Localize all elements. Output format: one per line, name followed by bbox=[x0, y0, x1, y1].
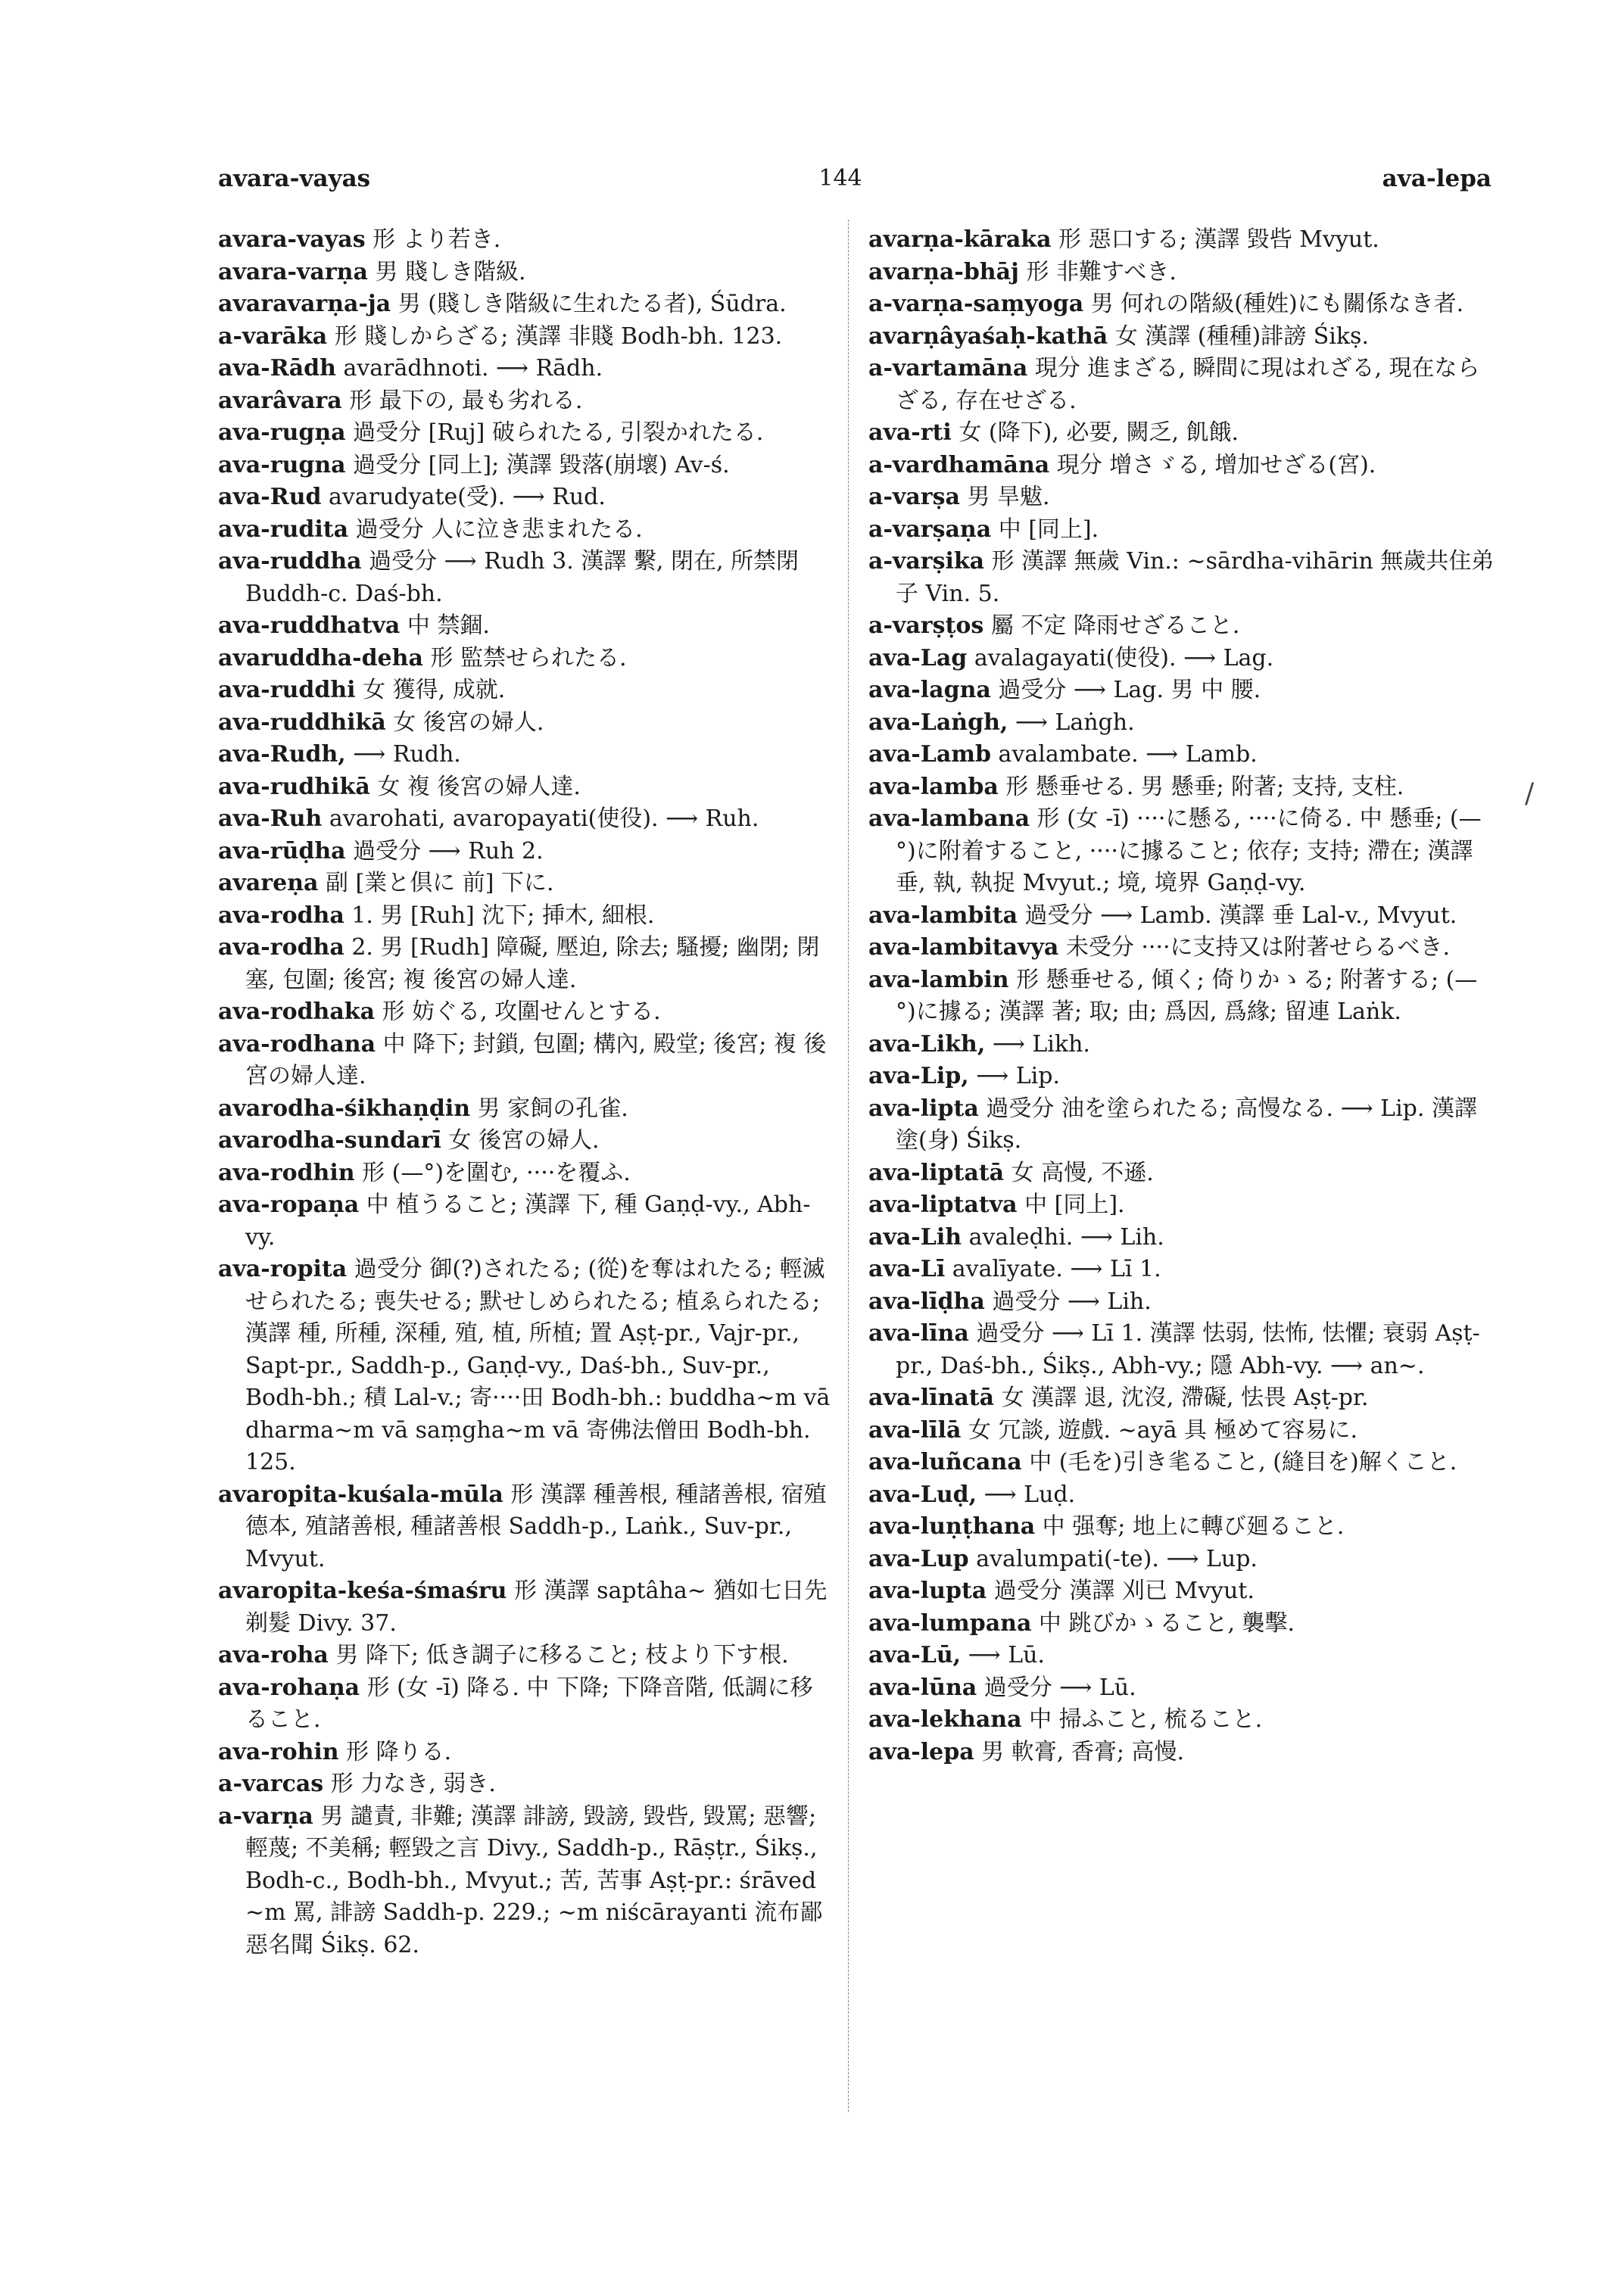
entry-definition: ⟶ Lū. bbox=[961, 1642, 1045, 1668]
entry-headword: avarṇâyaśaḥ-kathā bbox=[868, 322, 1108, 350]
entry-definition: 過受分 ⟶ Ruh 2. bbox=[345, 837, 544, 865]
entry-headword: ava-ruddha bbox=[218, 548, 362, 575]
entry-headword: avara-vayas bbox=[218, 226, 366, 253]
dictionary-entry bbox=[218, 1640, 835, 1672]
entry-headword: ava-rohin bbox=[218, 1738, 339, 1765]
entry-headword: ava-Lup bbox=[868, 1545, 969, 1572]
entry-headword: ava-ruddhi bbox=[218, 677, 356, 703]
entry-headword: avara-varṇa bbox=[218, 258, 368, 285]
dictionary-entry bbox=[868, 964, 1497, 1029]
entry-definition: 女 獲得, 成就. bbox=[355, 677, 506, 703]
dictionary-entry bbox=[218, 1801, 835, 1962]
entry-headword: avaropita-keśa-śmaśru bbox=[218, 1578, 507, 1604]
dictionary-entry bbox=[868, 1286, 1497, 1319]
entry-headword: ava-rudhikā bbox=[218, 773, 370, 800]
entry-headword: ava-Lī bbox=[868, 1256, 946, 1282]
dictionary-entry bbox=[868, 675, 1497, 707]
entry-headword: ava-līnatā bbox=[868, 1385, 995, 1411]
entry-headword: ava-lambin bbox=[868, 966, 1009, 993]
dictionary-entry bbox=[868, 257, 1497, 289]
entry-headword: a-varṣaṇa bbox=[868, 516, 992, 543]
entry-headword: ava-līna bbox=[868, 1320, 969, 1347]
entry-definition: 男 賤しき階級. bbox=[367, 258, 526, 285]
entry-headword: ava-lamba bbox=[868, 773, 999, 800]
dictionary-entry bbox=[868, 1672, 1497, 1705]
dictionary-entry bbox=[868, 1061, 1497, 1093]
entry-headword: ava-liptatā bbox=[868, 1159, 1005, 1186]
dictionary-entry bbox=[868, 1222, 1497, 1254]
entry-definition: 形 (女 -ī) ····に懸る, ····に倚る. 中 懸垂; (—°)に附着すること, ····に據ること; 依存; 支持; 滯在; 漢譯 垂, 執, 執捉 Mvyut.; 境, 境界 Gaṇḍ-vy. bbox=[896, 805, 1482, 896]
entry-definition: 男 降下; 低き調子に移ること; 枝より下す根. bbox=[328, 1642, 789, 1668]
entry-headword: ava-Rud bbox=[218, 484, 322, 510]
dictionary-entry bbox=[868, 1479, 1497, 1512]
dictionary-entry bbox=[868, 546, 1497, 610]
entry-definition: 女 (降下), 必要, 闕乏, 飢餓. bbox=[951, 419, 1239, 446]
entry-definition: 形 降りる. bbox=[338, 1738, 452, 1765]
dictionary-entry bbox=[868, 450, 1497, 482]
entry-definition: avarudyate(受). ⟶ Rud. bbox=[321, 484, 606, 510]
dictionary-entry bbox=[218, 1672, 835, 1737]
entry-headword: ava-lagna bbox=[868, 677, 991, 703]
dictionary-entry bbox=[868, 481, 1497, 514]
dictionary-entry bbox=[218, 1093, 835, 1126]
entry-headword: avareṇa bbox=[218, 870, 319, 896]
dictionary-entry bbox=[868, 1382, 1497, 1415]
entry-definition: 女 後宮の婦人. bbox=[441, 1127, 600, 1154]
entry-definition: ⟶ Likh. bbox=[985, 1030, 1090, 1058]
entry-headword: ava-rodha bbox=[218, 934, 344, 961]
entry-definition: 形 非難すべき. bbox=[1018, 258, 1177, 285]
entry-headword: ava-liptatva bbox=[868, 1192, 1018, 1218]
entry-headword: ava-roha bbox=[218, 1642, 329, 1668]
entry-definition: 過受分 ⟶ Lag. 男 中 腰. bbox=[990, 677, 1261, 703]
entry-definition: 男 家飼の孔雀. bbox=[470, 1095, 628, 1122]
entry-headword: ava-lambitavya bbox=[868, 934, 1059, 961]
entry-headword: ava-rugna bbox=[218, 451, 346, 478]
dictionary-entry bbox=[218, 546, 835, 610]
entry-headword: ava-Luḍ, bbox=[868, 1481, 977, 1508]
dictionary-entry bbox=[218, 514, 835, 547]
entry-definition: 形 監禁せられたる. bbox=[422, 644, 627, 671]
dictionary-entry bbox=[868, 610, 1497, 643]
entry-definition: 形 懸垂せる, 傾く; 倚りかゝる; 附著する; (—°)に據る; 漢譯 著; 取; 由; 爲因, 爲緣; 留連 Laṅk. bbox=[896, 966, 1478, 1025]
dictionary-entry bbox=[218, 803, 835, 836]
dictionary-entry bbox=[218, 385, 835, 418]
entry-headword: ava-Lamb bbox=[868, 741, 992, 768]
dictionary-entry bbox=[218, 321, 835, 354]
entry-headword: ava-lipta bbox=[868, 1095, 979, 1122]
dictionary-entry bbox=[868, 932, 1497, 964]
entry-definition: avalagayati(使役). ⟶ Lag. bbox=[967, 644, 1274, 671]
dictionary-entry bbox=[868, 1093, 1497, 1157]
running-header-left: avara-vayas bbox=[218, 165, 371, 192]
entry-definition: 屬 不定 降雨せざること. bbox=[983, 612, 1240, 639]
entry-definition: avarādhnoti. ⟶ Rādh. bbox=[335, 355, 603, 382]
entry-headword: ava-Rādh bbox=[218, 355, 336, 382]
dictionary-entry bbox=[218, 353, 835, 385]
dictionary-entry bbox=[868, 1608, 1497, 1640]
entry-headword: a-varāka bbox=[218, 322, 328, 350]
entry-definition: 女 複 後宮の婦人達. bbox=[369, 773, 581, 800]
entry-definition: 過受分 漢譯 刈已 Mvyut. bbox=[987, 1578, 1255, 1604]
entry-headword: avarodha-sundarī bbox=[218, 1127, 441, 1154]
dictionary-entry bbox=[868, 1415, 1497, 1447]
entry-definition: 過受分 御(?)されたる; (從)を奪はれたる; 輕滅せられたる; 喪失せる; 默せしめられたる; 植ゑられたる; 漢譯 種, 所種, 深種, 殖, 植, 所植; 置 Aṣṭ-pr., Vajr-pr., Sapt-pr., Saddh-p., Gaṇḍ-vy., Daś-bh., Suv-pr., Bodh-bh.; 積 Lal-v.; 寄····田 Bodh-bh.: buddha∼m vā dharma∼m vā saṃgha∼m vā 寄佛法僧田 Bodh-bh. 125. bbox=[245, 1256, 831, 1475]
entry-definition: 形 力なき, 弱き. bbox=[323, 1771, 496, 1797]
dictionary-entry bbox=[868, 1189, 1497, 1222]
entry-definition: 形 より若き. bbox=[365, 226, 501, 253]
column-divider bbox=[848, 220, 849, 2112]
entry-headword: ava-Lip, bbox=[868, 1063, 969, 1089]
entry-definition: 1. 男 [Ruh] 沈下; 挿木, 細根. bbox=[344, 902, 655, 929]
left-column bbox=[218, 224, 835, 1961]
entry-definition: avalambate. ⟶ Lamb. bbox=[991, 741, 1258, 768]
entry-definition: 過受分 ⟶ Lih. bbox=[984, 1288, 1152, 1315]
entry-headword: ava-lupta bbox=[868, 1578, 987, 1604]
entry-headword: ava-ropaṇa bbox=[218, 1192, 360, 1218]
entry-headword: ava-Ruh bbox=[218, 805, 323, 832]
entry-definition: 男 (賤しき階級に生れたる者), Śūdra. bbox=[391, 291, 787, 317]
entry-definition: 過受分 ⟶ Lū. bbox=[977, 1674, 1136, 1701]
entry-definition: 形 漢譯 saptâha∼ 猶如七日先剃髮 Divy. 37. bbox=[245, 1578, 828, 1637]
margin-pencil-mark: / bbox=[1525, 778, 1535, 809]
entry-definition: 現分 進まざる, 瞬間に現はれざる, 現在ならざる, 存在せざる. bbox=[896, 355, 1480, 414]
entry-definition: avaleḍhi. ⟶ Lih. bbox=[962, 1223, 1164, 1251]
entry-headword: ava-luṇṭhana bbox=[868, 1513, 1036, 1540]
dictionary-entry bbox=[868, 1318, 1497, 1382]
entry-definition: 過受分 [Ruj] 破られたる, 引裂かれたる. bbox=[345, 419, 764, 446]
entry-headword: ava-līlā bbox=[868, 1416, 962, 1444]
entry-definition: 女 漢譯 退, 沈沒, 滯礙, 怯畏 Aṣṭ-pr. bbox=[994, 1385, 1369, 1411]
dictionary-entry bbox=[218, 707, 835, 740]
entry-headword: avarṇa-kāraka bbox=[868, 226, 1052, 253]
dictionary-entry bbox=[218, 1768, 835, 1801]
dictionary-entry bbox=[218, 610, 835, 643]
dictionary-entry bbox=[868, 1029, 1497, 1061]
entry-definition: 形 漢譯 種善根, 種諸善根, 宿殖德本, 殖諸善根, 種諸善根 Saddh-p., Laṅk., Suv-pr., Mvyut. bbox=[245, 1481, 827, 1572]
entry-headword: ava-rohaṇa bbox=[218, 1674, 360, 1701]
dictionary-entry bbox=[218, 417, 835, 450]
dictionary-entry bbox=[218, 288, 835, 321]
entry-definition: 過受分 油を塗られたる; 高慢なる. ⟶ Lip. 漢譯 塗(身) Śikṣ. bbox=[896, 1095, 1477, 1154]
entry-definition: 女 後宮の婦人. bbox=[385, 709, 544, 736]
entry-definition: 形 最下の, 最も劣れる. bbox=[341, 387, 583, 414]
dictionary-entry bbox=[218, 836, 835, 868]
entry-headword: ava-lekhana bbox=[868, 1706, 1022, 1733]
entry-headword: ava-ruddhatva bbox=[218, 612, 401, 639]
entry-definition: 中 跳びかゝること, 襲擊. bbox=[1031, 1609, 1295, 1637]
entry-definition: 男 何れの階級(種姓)にも關係なき者. bbox=[1083, 291, 1464, 317]
entry-headword: a-varcas bbox=[218, 1771, 324, 1797]
entry-definition: 中 禁錮. bbox=[400, 612, 490, 639]
entry-headword: ava-lumpana bbox=[868, 1609, 1032, 1637]
entry-headword: ava-rodhaka bbox=[218, 999, 376, 1025]
entry-headword: ava-rūḍha bbox=[218, 837, 346, 865]
dictionary-entry bbox=[218, 868, 835, 900]
entry-definition: 中 [同上]. bbox=[991, 516, 1099, 543]
dictionary-entry bbox=[868, 321, 1497, 354]
dictionary-entry bbox=[868, 707, 1497, 740]
entry-headword: ava-Rudh, bbox=[218, 741, 346, 768]
dictionary-entry bbox=[868, 1737, 1497, 1769]
entry-headword: ava-rodha bbox=[218, 902, 344, 929]
entry-definition: 女 漢譯 (種種)誹謗 Śikṣ. bbox=[1108, 322, 1369, 350]
entry-definition: 中 降下; 封鎖, 包圍; 構內, 殿堂; 後宮; 複 後宮の婦人達. bbox=[245, 1030, 827, 1089]
entry-headword: ava-rudita bbox=[218, 516, 349, 543]
dictionary-entry bbox=[218, 224, 835, 257]
dictionary-entry bbox=[868, 1640, 1497, 1672]
dictionary-entry bbox=[868, 514, 1497, 547]
entry-definition: 形 (—°)を圍む, ····を覆ふ. bbox=[354, 1159, 631, 1186]
dictionary-entry bbox=[868, 1704, 1497, 1737]
right-column bbox=[868, 224, 1497, 1768]
entry-headword: a-varṇa bbox=[218, 1802, 313, 1830]
entry-headword: ava-ropita bbox=[218, 1256, 348, 1282]
entry-definition: avarohati, avaropayati(使役). ⟶ Ruh. bbox=[322, 805, 759, 832]
dictionary-entry bbox=[218, 481, 835, 514]
entry-definition: 中 植うること; 漢譯 下, 種 Gaṇḍ-vy., Abh-vy. bbox=[245, 1192, 811, 1251]
entry-definition: 過受分 ⟶ Rudh 3. 漢譯 繫, 閉在, 所禁閉 Buddh-c. Daś-bh. bbox=[245, 548, 800, 607]
dictionary-entry bbox=[868, 1511, 1497, 1544]
dictionary-entry bbox=[218, 1157, 835, 1190]
dictionary-entry bbox=[868, 1447, 1497, 1479]
entry-headword: ava-rti bbox=[868, 419, 952, 446]
entry-definition: ⟶ Luḍ. bbox=[977, 1481, 1076, 1508]
dictionary-entry bbox=[868, 288, 1497, 321]
entry-headword: ava-lambana bbox=[868, 805, 1030, 832]
entry-definition: 形 (女 -ī) 降る. 中 下降; 下降音階, 低調に移ること. bbox=[245, 1674, 813, 1733]
entry-definition: 中 强奪; 地上に轉び廻ること. bbox=[1035, 1513, 1345, 1540]
entry-headword: avaropita-kuśala-mūla bbox=[218, 1481, 503, 1508]
dictionary-entry bbox=[868, 224, 1497, 257]
dictionary-entry bbox=[218, 932, 835, 996]
entry-headword: a-vardhamāna bbox=[868, 451, 1050, 478]
entry-definition: 現分 增さゞる, 增加せざる(宮). bbox=[1049, 451, 1376, 478]
entry-headword: ava-ruddhikā bbox=[218, 709, 386, 736]
entry-headword: ava-Lag bbox=[868, 644, 968, 671]
dictionary-entry bbox=[218, 643, 835, 675]
entry-definition: 過受分 ⟶ Lamb. 漢譯 垂 Lal-v., Mvyut. bbox=[1018, 902, 1457, 929]
dictionary-entry bbox=[868, 417, 1497, 450]
running-header-right: ava-lepa bbox=[1382, 165, 1492, 192]
entry-headword: ava-līḍha bbox=[868, 1288, 985, 1315]
entry-definition: 過受分 人に泣き悲まれたる. bbox=[348, 516, 643, 543]
entry-headword: ava-lūna bbox=[868, 1674, 977, 1701]
entry-definition: avalumpati(-te). ⟶ Lup. bbox=[968, 1545, 1258, 1572]
entry-definition: 過受分 [同上]; 漢譯 毀落(崩壞) Av-ś. bbox=[345, 451, 730, 478]
entry-headword: ava-rodhana bbox=[218, 1030, 376, 1058]
entry-definition: 2. 男 [Rudh] 障礙, 壓迫, 除去; 騷擾; 幽閉; 閉塞, 包圍; 後宮; 複 後宮の婦人達. bbox=[245, 934, 820, 993]
entry-headword: ava-rodhin bbox=[218, 1159, 355, 1186]
dictionary-entry bbox=[868, 353, 1497, 417]
dictionary-entry bbox=[218, 1029, 835, 1093]
entry-headword: avarâvara bbox=[218, 387, 342, 414]
dictionary-entry bbox=[868, 1157, 1497, 1190]
dictionary-entry bbox=[868, 1575, 1497, 1608]
dictionary-entry bbox=[218, 771, 835, 804]
entry-headword: a-varṇa-saṃyoga bbox=[868, 291, 1084, 317]
entry-definition: 形 賤しからざる; 漢譯 非賤 Bodh-bh. 123. bbox=[327, 322, 783, 350]
entry-headword: a-vartamāna bbox=[868, 355, 1028, 382]
dictionary-entry bbox=[868, 1544, 1497, 1576]
entry-definition: 男 旱魃. bbox=[959, 484, 1050, 510]
entry-headword: a-varṣa bbox=[868, 484, 960, 510]
dictionary-entry bbox=[218, 1479, 835, 1576]
dictionary-entry bbox=[218, 257, 835, 289]
dictionary-entry bbox=[868, 771, 1497, 804]
entry-definition: 女 高慢, 不遜. bbox=[1004, 1159, 1154, 1186]
dictionary-entry bbox=[218, 1737, 835, 1769]
entry-definition: 形 漢譯 無歲 Vin.: ∼sārdha-vihārin 無歲共住弟子 Vin. 5. bbox=[896, 548, 1495, 607]
entry-headword: ava-Laṅgh, bbox=[868, 709, 1008, 736]
dictionary-entry bbox=[868, 739, 1497, 771]
entry-definition: 副 [業と倶に 前] 下に. bbox=[318, 870, 554, 896]
entry-definition: 形 妨ぐる, 攻圍せんとする. bbox=[375, 999, 661, 1025]
entry-headword: a-varṣika bbox=[868, 548, 985, 575]
entry-headword: ava-lambita bbox=[868, 902, 1018, 929]
entry-definition: ⟶ Lip. bbox=[968, 1063, 1061, 1089]
entry-definition: avalīyate. ⟶ Lī 1. bbox=[945, 1256, 1161, 1282]
dictionary-entry bbox=[218, 1254, 835, 1479]
dictionary-entry bbox=[868, 643, 1497, 675]
dictionary-entry bbox=[868, 803, 1497, 900]
entry-headword: avaravarṇa-ja bbox=[218, 291, 391, 317]
entry-definition: 男 軟膏, 香膏; 高慢. bbox=[974, 1738, 1184, 1765]
entry-headword: ava-Lih bbox=[868, 1223, 962, 1251]
entry-headword: avarodha-śikhaṇḍin bbox=[218, 1095, 471, 1122]
entry-definition: 形 懸垂せる. 男 懸垂; 附著; 支持, 支柱. bbox=[998, 773, 1404, 800]
entry-headword: ava-Lū, bbox=[868, 1642, 962, 1668]
dictionary-entry bbox=[218, 900, 835, 933]
entry-definition: 形 惡口する; 漢譯 毀呰 Mvyut. bbox=[1051, 226, 1379, 253]
entry-headword: ava-luñcana bbox=[868, 1449, 1022, 1475]
dictionary-entry bbox=[868, 1254, 1497, 1286]
dictionary-entry bbox=[218, 675, 835, 707]
entry-definition: 過受分 ⟶ Lī 1. 漢譯 怯弱, 怯怖, 怯懼; 衰弱 Aṣṭ-pr., Daś-bh., Śikṣ., Abh-vy.; 隱 Abh-vy. ⟶ an∼. bbox=[896, 1320, 1480, 1379]
page-number: 144 bbox=[818, 165, 862, 192]
entry-headword: a-varṣṭos bbox=[868, 612, 984, 639]
dictionary-entry bbox=[868, 900, 1497, 933]
entry-headword: ava-lepa bbox=[868, 1738, 974, 1765]
entry-headword: avaruddha-deha bbox=[218, 644, 423, 671]
entry-headword: ava-Likh, bbox=[868, 1030, 986, 1058]
entry-definition: ⟶ Rudh. bbox=[345, 741, 461, 768]
dictionary-entry bbox=[218, 996, 835, 1029]
dictionary-entry bbox=[218, 1125, 835, 1157]
entry-headword: ava-rugṇa bbox=[218, 419, 346, 446]
entry-definition: 中 掃ふこと, 梳ること. bbox=[1021, 1706, 1263, 1733]
dictionary-entry bbox=[218, 450, 835, 482]
entry-headword: avarṇa-bhāj bbox=[868, 258, 1019, 285]
entry-definition: 中 [同上]. bbox=[1017, 1192, 1125, 1218]
entry-definition: 女 冗談, 遊戲. ∼ayā 具 極めて容易に. bbox=[961, 1416, 1358, 1444]
dictionary-entry bbox=[218, 1189, 835, 1254]
entry-definition: 未受分 ····に支持又は附著せらるべき. bbox=[1058, 934, 1451, 961]
dictionary-entry bbox=[218, 739, 835, 771]
entry-definition: ⟶ Laṅgh. bbox=[1008, 709, 1135, 736]
entry-definition: 男 譴責, 非難; 漢譯 誹謗, 毀謗, 毀呰, 毀罵; 惡響; 輕蔑; 不美稱; 輕毀之言 Divy., Saddh-p., Rāṣṭr., Śikṣ., Bodh-c., Bodh-bh., Mvyut.; 苦, 苦事 Aṣṭ-pr.: śrāved ∼m 罵, 誹謗 Saddh-p. 229.; ∼m niścārayanti 流布鄙惡名聞 Śikṣ. 62. bbox=[245, 1802, 823, 1958]
entry-definition: 中 (毛を)引き毟ること, (縫目を)解くこと. bbox=[1021, 1449, 1457, 1475]
dictionary-entry bbox=[218, 1575, 835, 1640]
